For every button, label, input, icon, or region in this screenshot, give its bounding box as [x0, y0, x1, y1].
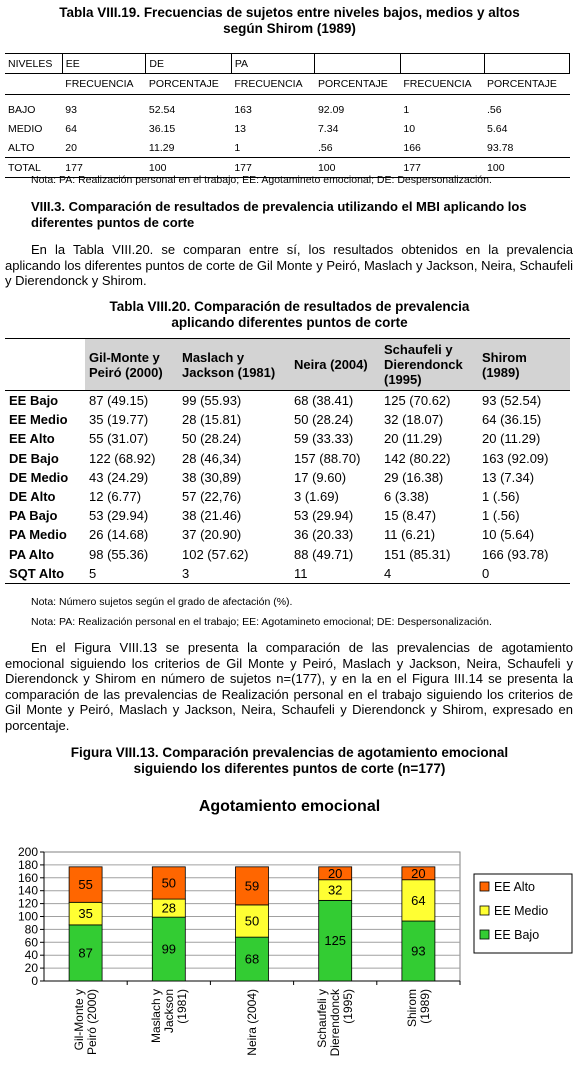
legend-label: EE Bajo — [494, 928, 540, 942]
table-row — [5, 449, 570, 468]
header-cell: Schaufeli y Dierendonck (1995) — [380, 339, 478, 391]
table-cell: 3 — [178, 564, 290, 584]
table-cell: 50 (28.24) — [294, 412, 354, 428]
table-cell: 122 (68.92) — [89, 450, 156, 466]
row-label: EE Medio — [9, 412, 68, 428]
header-cell: Gil-Monte y Peiró (2000) — [85, 339, 178, 391]
row-label: PA Medio — [9, 527, 67, 543]
table-cell: 37 (20.90) — [182, 527, 242, 543]
header-cell: Shirom (1989) — [478, 339, 570, 391]
table-cell: 15 (8.47) — [384, 508, 437, 524]
table-cell: 28 (46,34) — [182, 450, 242, 466]
x-tick-label-line: Shirom — [404, 989, 419, 1028]
table1-caption: Tabla VIII.19. Frecuencias de sujetos entre niveles bajos, medios y altos según Shirom (1989) — [59, 5, 520, 36]
table-cell: 142 (80.22) — [384, 450, 451, 466]
legend-swatch — [480, 882, 489, 891]
table-cell: 53 (29.94) — [89, 508, 149, 524]
table-cell: 0 — [478, 564, 570, 584]
table-cell: 166 (93.78) — [482, 546, 549, 562]
y-tick-label: 200 — [17, 845, 38, 859]
data-label: 87 — [78, 945, 93, 961]
table-cell: 36 (20.33) — [294, 527, 354, 543]
table-cell: 38 (21.46) — [182, 508, 242, 524]
table-frecuencias — [5, 53, 570, 178]
table-cell: 28 (15.81) — [182, 412, 242, 428]
data-label: 20 — [327, 865, 343, 881]
data-label: 28 — [161, 900, 177, 916]
table-cell: 102 (57.62) — [182, 546, 249, 562]
y-tick-label: 0 — [31, 974, 38, 988]
table-cell: 10 (5.64) — [482, 527, 535, 543]
x-tick-label — [72, 989, 99, 1055]
table-row — [5, 564, 570, 584]
table-cell: 3 (1.69) — [294, 489, 339, 505]
data-label: 35 — [78, 906, 93, 922]
header-cell: Neira (2004) — [290, 339, 380, 391]
table-cell: 1 (.56) — [482, 508, 520, 524]
data-label: 32 — [327, 882, 343, 898]
table-cell: 68 (38.41) — [294, 393, 354, 409]
table-row — [5, 525, 570, 544]
header-cell: EE — [62, 54, 146, 74]
row-label: SQT Alto — [5, 564, 85, 584]
x-tick-label-line: Dierendonck — [328, 989, 343, 1057]
table-cell: 1 (.56) — [482, 489, 520, 505]
table-cell: 17 (9.60) — [294, 469, 347, 485]
table-cell: 11 — [290, 564, 380, 584]
table-cell: 163 (92.09) — [482, 450, 549, 466]
legend-label: EE Alto — [494, 880, 535, 894]
table-cell: 151 (85.31) — [384, 546, 451, 562]
table-row — [5, 506, 570, 525]
x-tick-label-line: Peiró (2000) — [85, 989, 100, 1056]
table-cell: 64 (36.15) — [482, 412, 542, 428]
data-label: 64 — [411, 892, 426, 908]
table-cell: 5 — [85, 564, 178, 584]
y-tick-label: 60 — [24, 935, 38, 950]
table-cell: 50 (28.24) — [182, 431, 242, 447]
table2-note-2: Nota: PA: Realización personal en el trabajo; EE: Agotamineto emocional; DE: Despersonalización. — [31, 616, 492, 628]
table-cell: 55 (31.07) — [89, 431, 149, 447]
figure-caption: Figura VIII.13. Comparación prevalencias de agotamiento emocional siguiendo los diferentes puntos de corte (n=177) — [70, 745, 509, 776]
table-cell: 57 (22,76) — [182, 489, 242, 505]
paragraph-figure-intro: En el Figura VIII.13 se presenta la comparación de las prevalencias de agotamiento emocional siguiendo los criterios de Gil Monte y Peiró, Maslach y Jackson, Neira, Schaufeli y Dierendonck y Shirom en número de sujetos n=(177), y en la en el Figura III.14 se presenta la comparación de las prevalencias de Realización personal en el trabajo siguiendo los criterios de Gil Monte y Peiró, Maslach y Jackson, Neira, Schaufeli y Dierendonck y Shirom, expresado en porcentaje. — [5, 640, 573, 733]
header-cell: Maslach y Jackson (1981) — [178, 339, 290, 391]
table-cell: 43 (24.29) — [89, 469, 149, 485]
data-label: 125 — [324, 933, 347, 949]
header-cell: NIVELES — [5, 54, 62, 74]
chart-title: Agotamiento emocional — [198, 798, 381, 815]
y-tick-label: 40 — [24, 948, 38, 963]
x-tick-label-line: (1989) — [417, 989, 432, 1024]
table-cell: 125 (70.62) — [384, 393, 451, 409]
x-tick-label-line: (1981) — [174, 989, 189, 1024]
table-row — [5, 391, 570, 411]
table2-caption: Tabla VIII.20. Comparación de resultados de prevalencia aplicando diferentes puntos de corte — [109, 299, 470, 330]
row-label: DE Alto — [9, 489, 56, 505]
y-tick-label: 120 — [17, 896, 38, 911]
table2-note-1: Nota: Número sujetos según el grado de afectación (%). — [31, 596, 293, 608]
table-cell: 38 (30,89) — [182, 469, 242, 485]
data-label: 50 — [244, 913, 260, 929]
row-label: EE Alto — [9, 431, 55, 447]
table-cell: 157 (88.70) — [294, 450, 361, 466]
table-cell: 26 (14.68) — [89, 527, 149, 543]
y-tick-label: 160 — [17, 870, 38, 885]
data-label: 55 — [78, 877, 93, 893]
x-tick-label — [149, 989, 189, 1043]
table-row — [5, 487, 570, 506]
table-cell: 35 (19.77) — [89, 412, 149, 428]
table-header-row — [5, 54, 570, 74]
y-tick-label: 20 — [24, 961, 38, 976]
table-cell: 20 (11.29) — [384, 431, 443, 447]
table-cell: 4 — [380, 564, 478, 584]
x-tick-label — [315, 988, 355, 1056]
table-cell: 53 (29.94) — [294, 508, 354, 524]
table-row — [5, 545, 570, 564]
y-tick-label: 100 — [17, 909, 38, 924]
x-tick-label — [405, 989, 432, 1027]
x-tick-label-line: (1995) — [341, 989, 356, 1024]
x-tick-label-line: Gil-Monte y — [72, 989, 87, 1051]
table-subheader-row: FRECUENCIA PORCENTAJE FRECUENCIA PORCENTAJE FRECUENCIA PORCENTAJE — [5, 74, 570, 95]
table-row — [5, 429, 570, 448]
x-tick-label — [245, 989, 259, 1056]
table-cell: 13 (7.34) — [482, 469, 535, 485]
table-cell: 32 (18.07) — [384, 412, 444, 428]
data-label: 93 — [411, 943, 426, 959]
table-cell: 12 (6.77) — [89, 489, 142, 505]
table-comparacion — [5, 338, 570, 584]
table-cell: 99 (55.93) — [182, 393, 242, 409]
x-tick-label-line: Maslach y — [148, 989, 163, 1044]
data-label: 50 — [161, 875, 177, 891]
row-label: PA Alto — [9, 546, 55, 562]
row-label: DE Bajo — [9, 450, 59, 466]
stacked-bar-chart — [0, 818, 579, 1080]
header-cell: PA — [231, 54, 315, 74]
section-heading: VIII.3. Comparación de resultados de prevalencia utilizando el MBI aplicando los diferentes puntos de corte — [31, 199, 527, 230]
legend-swatch — [480, 906, 489, 915]
table-row: MEDIO 64 36.15 13 7.34 10 5.64 — [8, 122, 508, 135]
table-cell: 88 (49.71) — [294, 546, 354, 562]
x-tick-label-line: Neira (2004) — [245, 989, 259, 1056]
y-tick-label: 180 — [17, 857, 38, 872]
legend-swatch — [480, 930, 489, 939]
table-row — [5, 468, 570, 487]
table1-note: Nota: PA: Realización personal en el trabajo; EE: Agotamineto emocional; DE: Despersonalización. — [31, 174, 492, 186]
table-cell: 20 (11.29) — [482, 431, 541, 447]
y-tick-label: 140 — [17, 883, 38, 898]
data-label: 99 — [161, 941, 177, 957]
row-label: DE Medio — [9, 469, 69, 485]
table-header-row — [5, 339, 570, 391]
table-cell: 87 (49.15) — [89, 393, 149, 409]
table-cell: 98 (55.36) — [89, 546, 149, 562]
header-cell — [484, 54, 569, 74]
table-total-row: TOTAL 177 100 177 100 177 100 — [5, 158, 570, 178]
legend-label: EE Medio — [494, 904, 549, 918]
header-cell: DE — [146, 54, 231, 74]
header-cell — [400, 54, 484, 74]
table-row: BAJO 93 52.54 163 92.09 1 .56 — [8, 103, 502, 116]
y-tick-label: 80 — [24, 922, 38, 937]
data-label: 68 — [244, 951, 260, 967]
table-row: ALTO 20 11.29 1 .56 166 93.78 — [8, 141, 514, 154]
table-cell: 29 (16.38) — [384, 469, 444, 485]
table-cell: 11 (6.21) — [384, 527, 436, 543]
row-label: PA Bajo — [9, 508, 58, 524]
data-label: 59 — [244, 878, 260, 894]
table-cell: 59 (33.33) — [294, 431, 354, 447]
table-row — [5, 410, 570, 429]
x-tick-label-line: Jackson — [161, 989, 176, 1034]
x-tick-label-line: Schaufeli y — [315, 989, 330, 1048]
table-cell: 6 (3.38) — [384, 489, 429, 505]
table-cell: 93 (52.54) — [482, 393, 542, 409]
data-label: 20 — [411, 865, 426, 881]
paragraph-intro: En la Tabla VIII.20. se comparan entre sí, los resultados obtenidos en la prevalencia aplicando los diferentes puntos de corte de Gil Monte y Peiró, Maslach y Jackson, Neira, Schaufeli y Dierendonck y Shirom. — [5, 242, 573, 288]
header-cell — [315, 54, 400, 74]
row-label: EE Bajo — [9, 393, 59, 409]
